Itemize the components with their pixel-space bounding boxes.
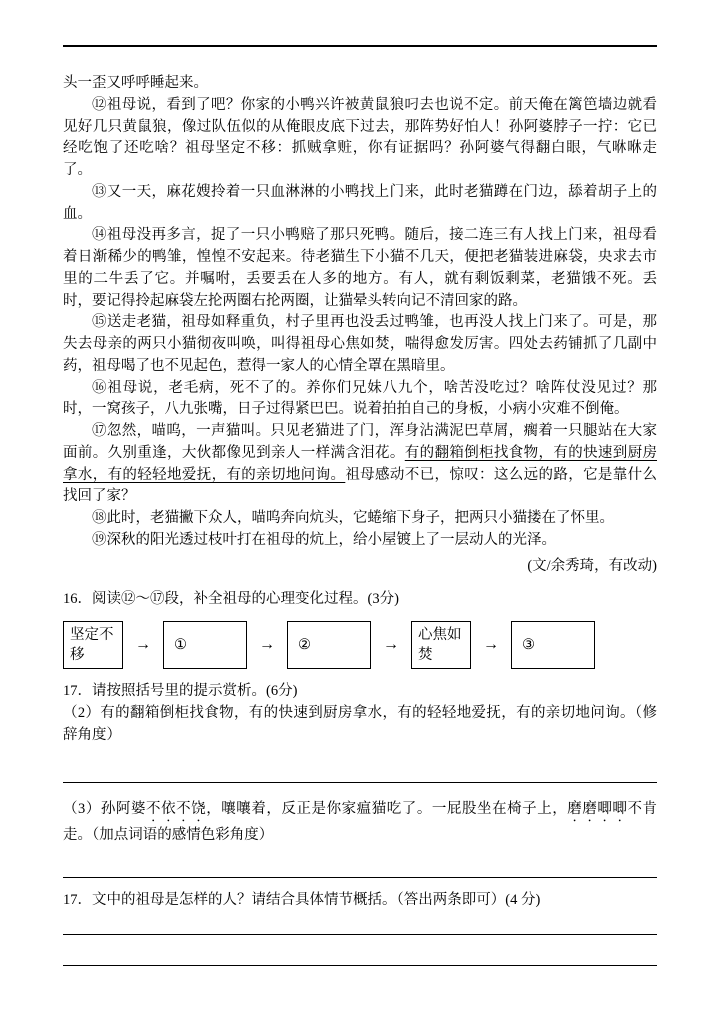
paragraph-18: ⑱此时，老猫撇下众人，喵呜奔向炕头，它蜷缩下身子，把两只小猫搂在了怀里。 (92, 510, 614, 526)
passage-continuation-line: 头一歪又呼呼睡起来。 (63, 75, 208, 91)
arrow-icon: → (483, 636, 499, 653)
answer-space (63, 912, 657, 934)
sub3-text: （3）孙阿婆 (63, 801, 147, 818)
arrow-icon: → (135, 636, 151, 653)
paragraph-15: ⑮送走老猫，祖母如释重负，村子里再也没丢过鸭雏，也再没人找上门来了。可是，那失去母亲的两只小猫彻夜叫唤，叫得祖母心焦如焚，喘得愈发厉害。四处去药铺抓了几副中药，祖母喝了也不见起色，惹得一家人的心情全罩在黑暗里。 (63, 314, 657, 374)
question-17a-sub3 (63, 799, 657, 847)
paragraph-13: ⑬又一天，麻花嫂拎着一只血淋淋的小鸭找上门来，此时老猫蹲在门边，舔着胡子上的血。 (63, 183, 657, 222)
sub3-text: ，嚷嚷着，反正是你家瘟猫吃了。一屁股坐在椅子上， (206, 801, 568, 818)
sub3-text: 不肯走。（加点词语的感情色彩角度） (63, 801, 658, 844)
flowchart (63, 621, 657, 669)
answer-space (63, 878, 657, 890)
emphasized-word: 不依不饶 (146, 801, 207, 818)
arrow-icon: → (259, 636, 275, 653)
paragraph-12: ⑫祖母说，看到了吧？你家的小鸭兴许被黄鼠狼叼去也说不定。前天俺在篱笆墙边就看见好几只黄鼠狼，像过队伍似的从俺眼皮底下过去，那阵势好怕人！孙阿婆脖子一拧：它已经吃饱了还吃啥？祖母坚定不移：抓贼拿赃，你有证据吗？孙阿婆气得翻白眼，气咻咻走了。 (63, 96, 657, 178)
question-17b-prompt: 17．文中的祖母是怎样的人？请结合具体情节概括。（答出两条即可）(4 分) (63, 892, 541, 908)
answer-space (63, 746, 657, 782)
flow-box-1: 坚定不移 (63, 621, 123, 669)
question-17a-prompt: 17．请按照括号里的提示赏析。(6分) (63, 683, 298, 699)
passage (63, 73, 657, 577)
paragraph-14: ⑭祖母没再多言，捉了一只小鸭赔了那只死鸭。随后，接二连三有人找上门来，祖母看着日渐稀少的鸭雏，惶惶不安起来。待老猫生下小猫不几天，便把老猫装进麻袋，央求去市里的二牛丢了它。并嘱咐，丢要丢在人多的地方。有人，就有剩饭剩菜，老猫饿不死。丢时，要记得拎起麻袋左抡两圈右抡两圈，让猫晕头转向记不清回家的路。 (63, 227, 657, 309)
answer-space (63, 847, 657, 877)
flow-box-4: 心焦如焚 (411, 621, 471, 669)
arrow-icon: → (383, 636, 399, 653)
answer-line (63, 965, 657, 966)
paragraph-16: ⑯祖母说，老毛病，死不了的。养你们兄妹八九个，啥苦没吃过？啥阵仗没见过？那时，一窝孩子，八九张嘴，日子过得紧巴巴。说着拍拍自己的身板，小病小灾难不倒俺。 (63, 379, 657, 418)
paragraph-19: ⑲深秋的阳光透过枝叶打在祖母的炕上，给小屋镀上了一层动人的光泽。 (92, 531, 556, 548)
emphasized-word: 磨磨唧唧 (567, 801, 628, 818)
question-17a-sub2: （2）有的翻箱倒柜找食物，有的快速到厨房拿水，有的轻轻地爱抚，有的亲切地问询。（修辞角度） (63, 704, 657, 743)
paragraph-17-post: 祖母感动不已，惊叹：这么远的路，它是靠什么找回了家？ (63, 466, 658, 505)
answer-space (63, 783, 657, 799)
flow-box-5: ③ (511, 621, 595, 669)
flow-box-2: ① (163, 621, 247, 669)
header-rule (63, 45, 657, 47)
answer-space (63, 935, 657, 965)
paragraph-17 (63, 421, 657, 508)
paragraph-17-pre: ⑰忽然，喵呜，一声猫叫。只见老猫进了门，浑身沾满泥巴草屑，瘸着一只腿站在大家面前。久别重逢，大伙都像见到亲人一样满含泪花。 (63, 423, 657, 461)
underlined-sentence: 有的翻箱倒柜找食物，有的快速到厨房拿水，有的轻轻地爱抚，有的亲切地问询。 (63, 444, 658, 483)
flow-box-3: ② (287, 621, 371, 669)
question-16-prompt: 16．阅读⑫～⑰段，补全祖母的心理变化过程。(3分) (63, 591, 399, 608)
attribution: (文/余秀琦，有改动) (527, 557, 657, 574)
